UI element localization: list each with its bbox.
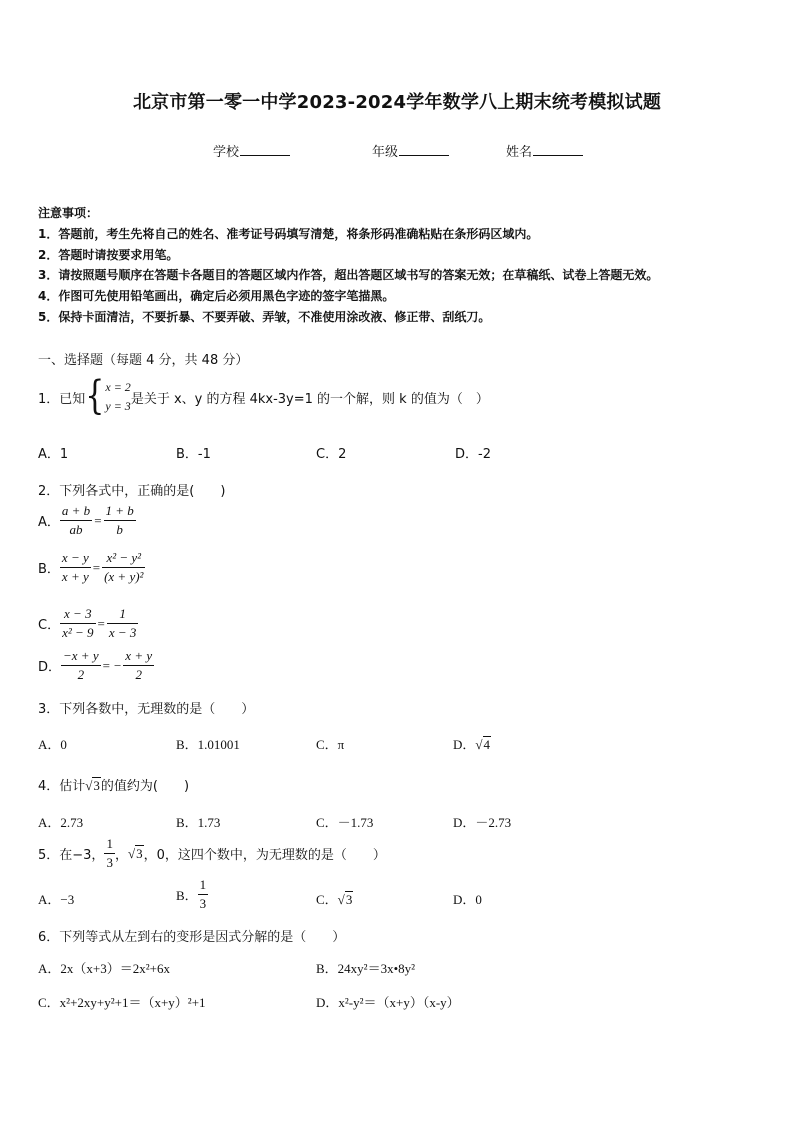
question-5-stem — [38, 836, 386, 871]
q5-option-a[interactable]: A．−3 — [38, 892, 75, 907]
grade-label: 年级 — [372, 145, 399, 160]
q4-option-d[interactable]: D．－2.73 — [453, 815, 512, 830]
fraction: $\frac{x - y}{x + y}$ — [61, 550, 89, 584]
fraction: $\frac{-x + y}{2}$ — [63, 648, 99, 682]
q4-option-a[interactable]: A．2.73 — [38, 815, 84, 830]
question-3-stem: 3．下列各数中，无理数的是（ ） — [38, 702, 255, 717]
sqrt-expression: √3 — [337, 892, 353, 907]
q5-prefix: 5．在−3， — [38, 848, 105, 863]
equals-sign: = — [94, 512, 102, 528]
q4-prefix: 4．估计 — [38, 779, 86, 794]
option-label: C． — [316, 892, 338, 907]
q3-option-b[interactable]: B．1.01001 — [176, 737, 240, 752]
q6-option-c[interactable]: C．x²+2xy+y²+1＝（x+y）²+1 — [38, 995, 206, 1010]
option-label: B． — [38, 562, 60, 577]
equals-sign: = — [97, 615, 105, 631]
q5-suffix: ，0，这四个数中，为无理数的是（ ） — [143, 848, 386, 863]
equals-sign: = — [92, 559, 101, 575]
fraction: $\frac{1}{3}$ — [106, 836, 113, 870]
sqrt-expression: √4 — [475, 737, 491, 752]
q6-option-d[interactable]: D．x²-y²＝（x+y）（x-y） — [316, 995, 460, 1010]
q2-option-b[interactable] — [38, 550, 145, 585]
q5-option-c[interactable] — [316, 889, 353, 908]
minus-sign: − — [113, 657, 122, 673]
q4-option-c[interactable]: C．－1.73 — [316, 815, 374, 830]
q1-stem: 是关于 x、y 的方程 4kx-3y=1 的一个解，则 k 的值为（ ） — [130, 391, 489, 407]
q1-option-c[interactable]: C．2 — [316, 447, 347, 462]
question-2-stem: 2．下列各式中，正确的是( ) — [38, 484, 226, 499]
fraction: $\frac{\text{x² − y²}}{\text{(x + y)²}}$ — [104, 550, 144, 584]
fraction: $\frac{1}{x - 3}$ — [108, 606, 137, 640]
note-item: 2．答题时请按要求用笔。 — [38, 248, 179, 262]
q2-option-d[interactable] — [38, 648, 154, 683]
q6-option-b[interactable]: B．24xy²＝3x•8y² — [316, 961, 416, 976]
school-blank[interactable] — [240, 143, 290, 156]
fraction: $\frac{x + y}{2}$ — [125, 648, 153, 682]
note-item: 5．保持卡面清洁，不要折暴、不要弄破、弄皱，不准使用涂改液、修正带、刮纸刀。 — [38, 310, 491, 324]
school-field[interactable] — [213, 141, 290, 160]
question-4-stem — [38, 775, 189, 794]
question-1 — [38, 375, 489, 419]
note-item: 4．作图可先使用铅笔画出，确定后必须用黑色字迹的签字笔描黑。 — [38, 289, 395, 303]
option-label: B． — [176, 888, 198, 903]
sqrt-expression: √3 — [85, 778, 100, 793]
name-blank[interactable] — [533, 143, 583, 156]
q5-option-b[interactable] — [176, 877, 208, 912]
q1-prefix: 1．已知 — [38, 391, 86, 407]
name-label: 姓名 — [506, 145, 533, 160]
school-label: 学校 — [213, 145, 240, 160]
option-label: D． — [453, 737, 476, 752]
q2-option-c[interactable] — [38, 606, 138, 641]
q1-option-d[interactable]: D．-2 — [455, 447, 491, 462]
note-item: 3．请按照题号顺序在答题卡各题目的答题区域内作答，超出答题区域书写的答案无效；在草稿纸、试卷上答题无效。 — [38, 268, 659, 282]
equals-sign: = — [102, 657, 110, 673]
q2-option-a[interactable] — [38, 503, 136, 538]
system-line-2: y = 3 — [105, 399, 131, 413]
q6-option-a[interactable]: A．2x（x+3）＝2x²+6x — [38, 961, 170, 976]
grade-blank[interactable] — [399, 143, 449, 156]
section-heading: 一、选择题（每题 4 分，共 48 分） — [38, 353, 249, 368]
q4-suffix: 的值约为( ) — [100, 779, 190, 794]
equation-system — [105, 378, 130, 416]
q3-option-d[interactable] — [453, 734, 491, 753]
q4-option-b[interactable]: B．1.73 — [176, 815, 221, 830]
fraction: $\frac{1}{3}$ — [199, 877, 207, 911]
q1-option-a[interactable]: A．1 — [38, 447, 69, 462]
fraction: $\frac{1 + b}{b}$ — [105, 503, 134, 537]
fraction: $\frac{x - 3}{\text{x² − 9}}$ — [62, 606, 94, 640]
notes-heading: 注意事项： — [38, 206, 99, 220]
sqrt-expression: √3 — [127, 845, 143, 861]
comma: ， — [114, 848, 128, 863]
note-item: 1．答题前，考生先将自己的姓名、准考证号码填写清楚，将条形码准确粘贴在条形码区域内。 — [38, 227, 539, 241]
question-6-stem: 6．下列等式从左到右的变形是因式分解的是（ ） — [38, 930, 346, 945]
q3-option-c[interactable]: C．π — [316, 737, 345, 752]
fraction: $\frac{a + b}{ab}$ — [61, 503, 91, 537]
option-label: A． — [38, 515, 60, 530]
option-label: D． — [38, 660, 62, 675]
q3-option-a[interactable]: A．0 — [38, 737, 67, 752]
option-label: C． — [38, 618, 61, 633]
q5-option-d[interactable]: D．0 — [453, 892, 482, 907]
grade-field[interactable] — [372, 141, 449, 160]
q1-option-b[interactable]: B．-1 — [176, 447, 211, 462]
name-field[interactable] — [506, 141, 583, 160]
system-line-1: x = 2 — [105, 380, 131, 394]
page-title: 北京市第一零一中学2023-2024学年数学八上期末统考模拟试题 — [132, 92, 662, 113]
brace-symbol: { — [85, 373, 105, 420]
